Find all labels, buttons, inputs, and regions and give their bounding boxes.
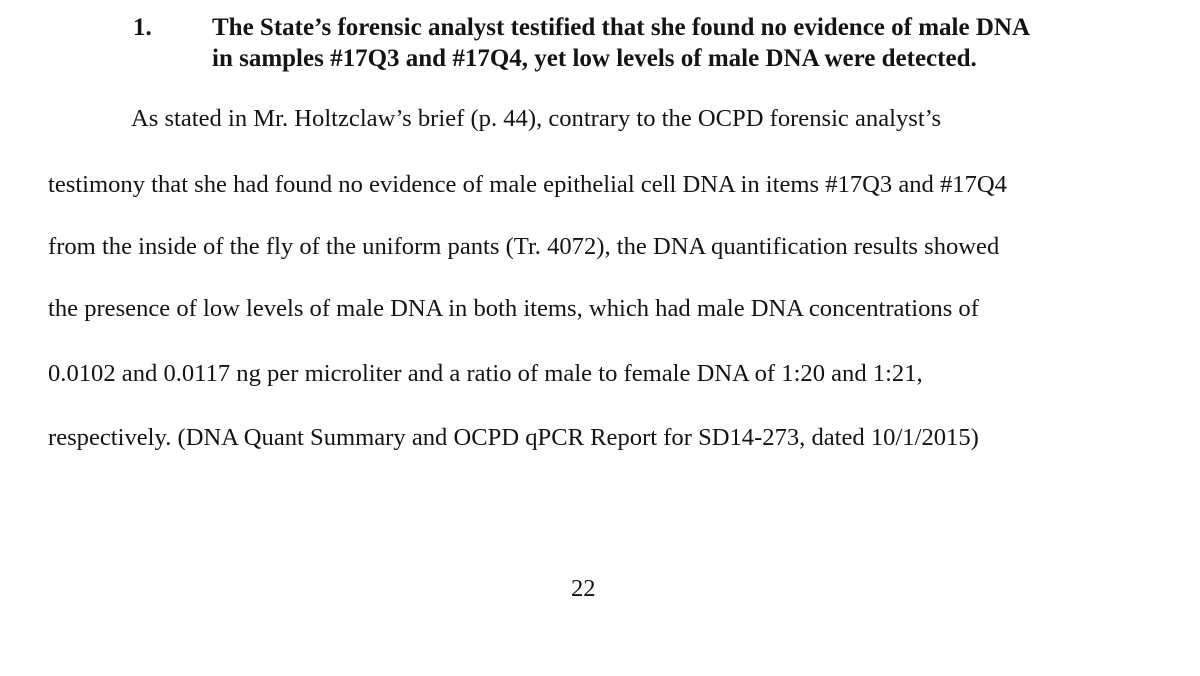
heading-line: in samples #17Q3 and #17Q4, yet low levels of male DNA were detected. — [212, 45, 977, 72]
heading-text — [212, 12, 1172, 74]
heading-number: 1. — [133, 14, 152, 41]
paragraph-line: 0.0102 and 0.0117 ng per microliter and a ratio of male to female DNA of 1:20 and 1:21, — [48, 360, 923, 387]
paragraph-line: As stated in Mr. Holtzclaw’s brief (p. 44), contrary to the OCPD forensic analyst’s — [131, 105, 942, 132]
paragraph-line: testimony that she had found no evidence of male epithelial cell DNA in items #17Q3 and #17Q4 — [48, 171, 1007, 198]
page-number: 22 — [571, 575, 596, 602]
paragraph-line: the presence of low levels of male DNA in both items, which had male DNA concentrations of — [48, 295, 979, 322]
paragraph-line: respectively. (DNA Quant Summary and OCPD qPCR Report for SD14-273, dated 10/1/2015) — [48, 424, 979, 451]
paragraph-line: from the inside of the fly of the uniform pants (Tr. 4072), the DNA quantification results showed — [48, 233, 1000, 260]
heading-line: The State’s forensic analyst testified that she found no evidence of male DNA — [212, 14, 1031, 41]
